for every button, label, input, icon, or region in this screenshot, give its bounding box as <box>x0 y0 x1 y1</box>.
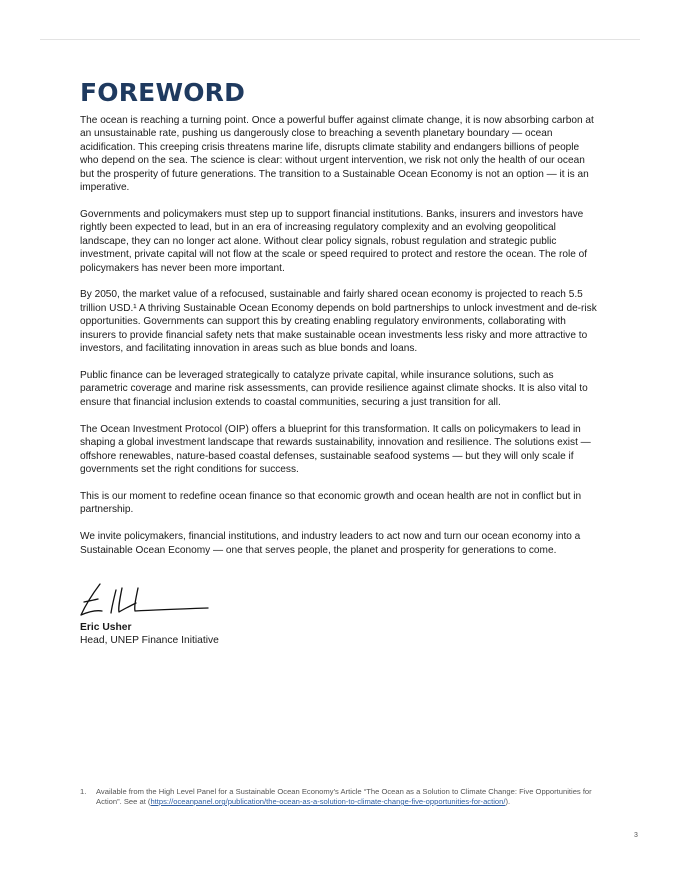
signatory-name: Eric Usher <box>80 622 132 633</box>
paragraph-5: The Ocean Investment Protocol (OIP) offers a blueprint for this transformation. It calls on policymakers to lead in shaping a global investment landscape that rewards sustainability, innovation and resilience. The solutions exist — offshore renewables, nature-based coastal defenses, sustainable seafood systems — but they will only scale if governments set the right conditions for success. <box>80 423 591 475</box>
footnote-suffix: ). <box>505 797 511 806</box>
footnote-body <box>96 787 608 807</box>
paragraph-6: This is our moment to redefine ocean finance so that economic growth and ocean health are not in conflict but in partnership. <box>80 490 582 516</box>
signature-image <box>78 580 212 620</box>
page-title: FOREWORD <box>80 78 246 107</box>
paragraph-1: The ocean is reaching a turning point. Once a powerful buffer against climate change, it is now absorbing carbon at an unsustainable rate, pushing us dangerously close to breaching a seventh planetary boundary — ocean acidification. This creeping crisis threatens marine life, disrupts climate stability and endangers billions of people who depend on the sea. The science is clear: without urgent intervention, we risk not only the health of our ocean but the prosperity of future generations. The transition to a Sustainable Ocean Economy is not an option — it is an imperative. <box>80 115 594 194</box>
signatory-role: Head, UNEP Finance Initiative <box>80 635 219 646</box>
footnote-text: Available from the High Level Panel for a Sustainable Ocean Economy’s Article “The Ocean as a Solution to Climate Change: Five Opportunities for Action”. See at ( <box>96 787 592 806</box>
footnote-link[interactable]: https://oceanpanel.org/publication/the-ocean-as-a-solution-to-climate-change-five-opportunities-for-action/ <box>150 797 506 806</box>
foreword-body <box>80 114 600 570</box>
paragraph-3: By 2050, the market value of a refocused, sustainable and fairly shared ocean economy is projected to reach 5.5 trillion USD.¹ A thriving Sustainable Ocean Economy depends on bold partnerships to unlock investment and de-risk opportunities. Governments can support this by creating enabling regulatory environments, collaborating with insurers to provide financial safety nets that make sustainable ocean investments less risky and more attractive to investors, and facilitating innovation in areas such as blue bonds and loans. <box>80 289 597 355</box>
paragraph-2: Governments and policymakers must step up to support financial institutions. Banks, insurers and investors have rightly been expected to lead, but in an era of increasing regulatory complexity and an evolving geopolitical landscape, they can no longer act alone. Without clear policy signals, robust regulation and strategic public investment, private capital will not flow at the scale or speed required to protect and restore the ocean. The role of policymakers has never been more important. <box>80 208 588 274</box>
top-rule <box>40 39 640 40</box>
footnote-number: 1. <box>80 787 87 796</box>
paragraph-4: Public finance can be leveraged strategically to catalyze private capital, while insurance solutions, such as parametric coverage and marine risk assessments, can provide resilience against climate shocks. It is also vital to ensure that financial inclusion extends to coastal communities, securing a just transition for all. <box>80 370 588 408</box>
page-number: 3 <box>634 832 638 839</box>
footnote <box>80 787 608 807</box>
paragraph-7: We invite policymakers, financial institutions, and industry leaders to act now and turn our ocean economy into a Sustainable Ocean Economy — one that serves people, the planet and prosperity for generations to come. <box>80 531 581 556</box>
